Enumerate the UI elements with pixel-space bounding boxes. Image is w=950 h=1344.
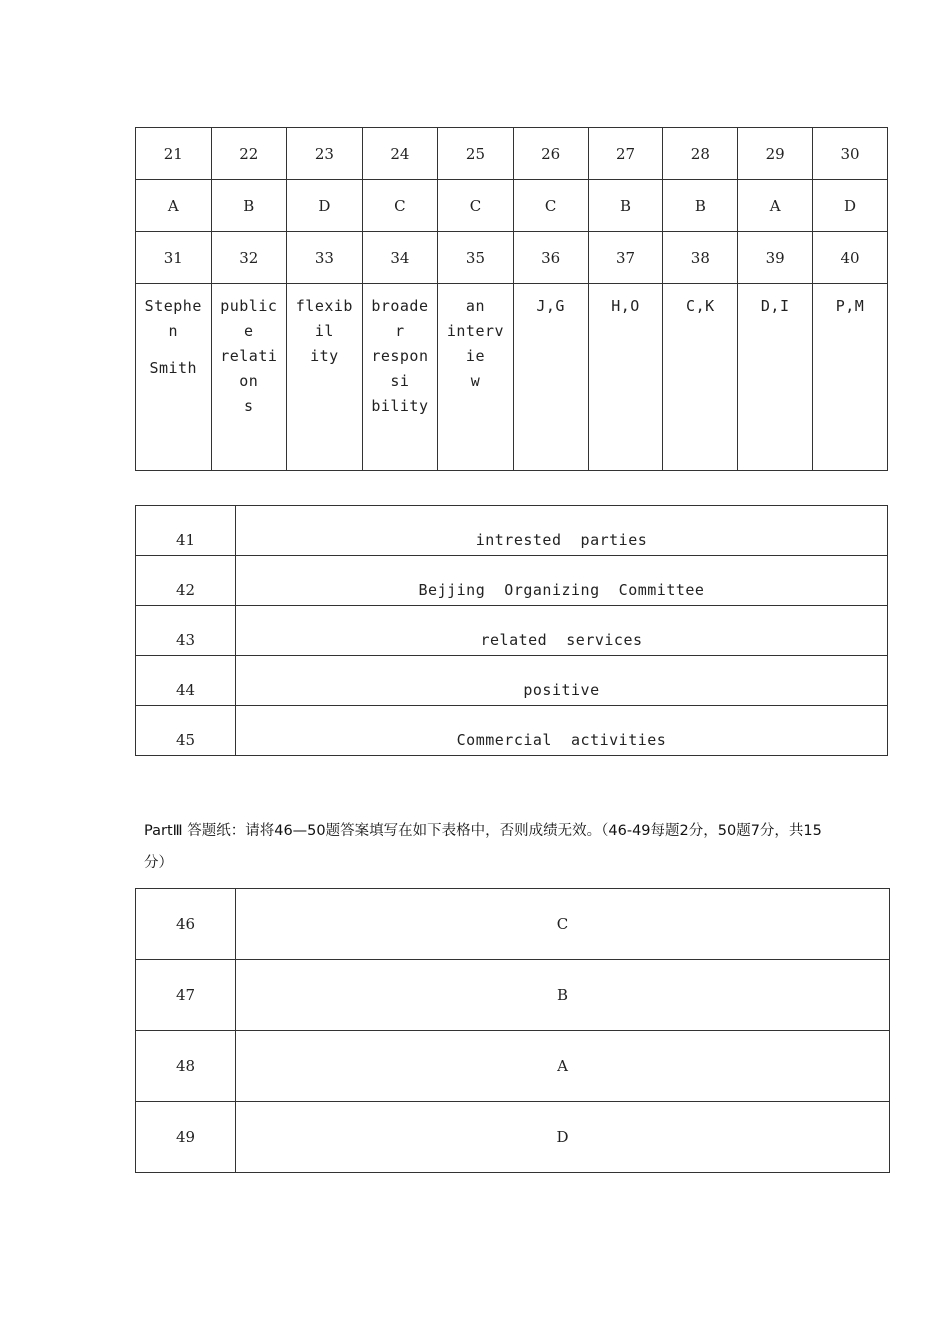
answer-row [136, 284, 888, 471]
answer-line: w [470, 372, 481, 390]
answer-table-21-40 [135, 127, 888, 471]
cell: 38 [663, 232, 738, 284]
answer-text [589, 294, 663, 319]
cell: A [136, 180, 212, 232]
cell: 27 [588, 128, 663, 180]
question-number: 46 [136, 889, 236, 960]
question-number: 47 [136, 960, 236, 1031]
answer-cell [211, 284, 287, 471]
question-number: 43 [136, 606, 236, 656]
answer-line [136, 344, 211, 356]
cell: 33 [287, 232, 363, 284]
answer-line: r [395, 322, 405, 340]
answer-text: D [236, 1102, 890, 1173]
cell: C [362, 180, 438, 232]
answer-line: Stephe [144, 297, 202, 315]
answer-cell [362, 284, 438, 471]
question-number: 45 [136, 706, 236, 756]
table-row [136, 556, 888, 606]
cell: C [513, 180, 588, 232]
answer-line: ity [310, 347, 339, 365]
answer-cell [513, 284, 588, 471]
answer-text [212, 294, 287, 419]
cell: D [287, 180, 363, 232]
table-row [136, 1102, 890, 1173]
answer-line: flexib [295, 297, 353, 315]
table-row [136, 889, 890, 960]
question-number: 44 [136, 656, 236, 706]
answer-line: s [244, 397, 254, 415]
answer-text [514, 294, 588, 319]
answer-text: Bejjing Organizing Committee [236, 556, 888, 606]
answer-text [363, 294, 438, 419]
cell: 22 [211, 128, 287, 180]
answer-text: B [236, 960, 890, 1031]
cell: 28 [663, 128, 738, 180]
answer-text [663, 294, 737, 319]
cell: 24 [362, 128, 438, 180]
answer-table-46-49 [135, 888, 890, 1173]
answer-cell [287, 284, 363, 471]
answer-line: il [314, 322, 334, 340]
answer-row [136, 180, 888, 232]
table-row [136, 656, 888, 706]
cell: D [813, 180, 888, 232]
answer-cell [136, 284, 212, 471]
cell: 21 [136, 128, 212, 180]
answer-line: an [465, 297, 485, 315]
question-number: 41 [136, 506, 236, 556]
answer-text [136, 294, 211, 381]
answer-text: A [236, 1031, 890, 1102]
answer-line: J,G [536, 297, 565, 315]
cell: 35 [438, 232, 514, 284]
cell: 32 [211, 232, 287, 284]
table-row [136, 1031, 890, 1102]
answer-cell [663, 284, 738, 471]
answer-text [738, 294, 812, 319]
answer-cell [738, 284, 813, 471]
cell: 34 [362, 232, 438, 284]
cell: 31 [136, 232, 212, 284]
table-row [136, 606, 888, 656]
cell: 25 [438, 128, 514, 180]
answer-line: ie [465, 347, 485, 365]
cell: 39 [738, 232, 813, 284]
answer-line: on [239, 372, 259, 390]
answer-line: Smith [149, 359, 198, 377]
answer-line: relati [220, 347, 278, 365]
cell: 37 [588, 232, 663, 284]
question-number-row [136, 128, 888, 180]
answer-cell [813, 284, 888, 471]
question-number: 42 [136, 556, 236, 606]
answer-text: positive [236, 656, 888, 706]
answer-text [438, 294, 513, 394]
question-number: 48 [136, 1031, 236, 1102]
answer-table-41-45 [135, 505, 888, 756]
cell: 26 [513, 128, 588, 180]
answer-line: n [168, 322, 179, 340]
answer-line: H,O [611, 297, 640, 315]
answer-line: public [220, 297, 278, 315]
answer-text [287, 294, 362, 369]
cell: A [738, 180, 813, 232]
part3-instructions: PartⅢ 答题纸：请将46—50题答案填写在如下表格中，否则成绩无效。（46-49每题2分，50题7分，共15分） [144, 823, 822, 871]
answer-line: respon [371, 347, 429, 365]
cell: C [438, 180, 514, 232]
answer-text: Commercial activities [236, 706, 888, 756]
answer-line: e [244, 322, 254, 340]
cell: 23 [287, 128, 363, 180]
cell: 30 [813, 128, 888, 180]
cell: 29 [738, 128, 813, 180]
answer-line: P,M [835, 297, 865, 315]
cell: B [211, 180, 287, 232]
answer-line: C,K [686, 297, 715, 315]
answer-line: bility [371, 397, 429, 415]
answer-line: si [390, 372, 410, 390]
table-row [136, 960, 890, 1031]
question-number-row [136, 232, 888, 284]
answer-line: broade [371, 297, 429, 315]
table-row [136, 506, 888, 556]
cell: 36 [513, 232, 588, 284]
answer-cell [588, 284, 663, 471]
question-number: 49 [136, 1102, 236, 1173]
answer-text: C [236, 889, 890, 960]
table-row [136, 706, 888, 756]
cell: B [588, 180, 663, 232]
answer-text: intrested parties [236, 506, 888, 556]
cell: 40 [813, 232, 888, 284]
answer-line: D,I [760, 297, 790, 315]
answer-text [813, 294, 887, 319]
cell: B [663, 180, 738, 232]
answer-line: interv [446, 322, 505, 340]
answer-text: related services [236, 606, 888, 656]
answer-cell [438, 284, 514, 471]
